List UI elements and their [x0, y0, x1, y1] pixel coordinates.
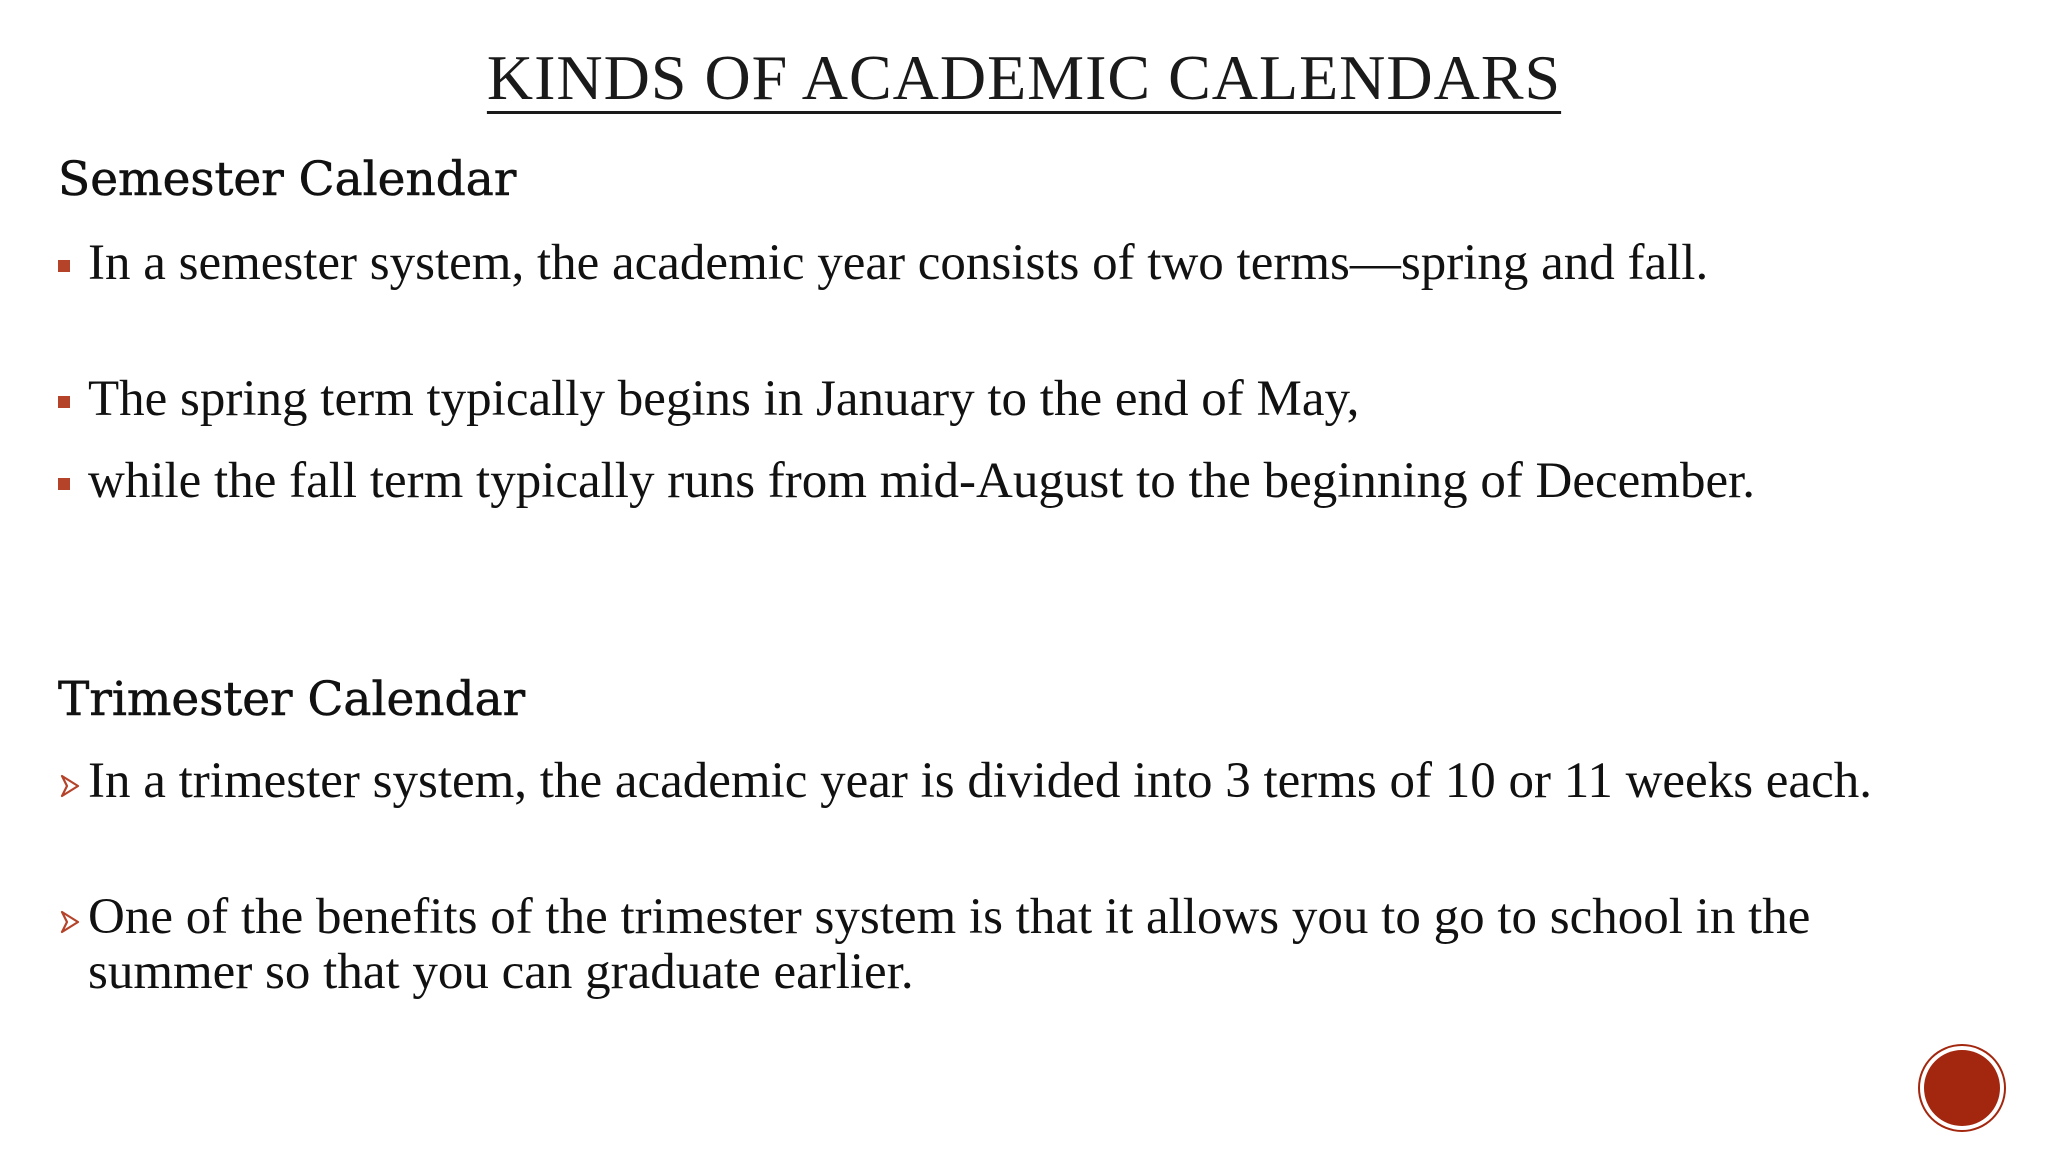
- list-item: [58, 890, 1958, 1000]
- bullet-text: One of the benefits of the trimester system is that it allows you to go to school in the summer so that you can graduate earlier.: [88, 889, 1811, 1000]
- section-heading-trimester: Trimester Calendar: [58, 672, 526, 727]
- bullet-text: In a semester system, the academic year consists of two terms—spring and fall.: [88, 235, 1709, 291]
- arrow-bullet-icon: [60, 774, 80, 798]
- list-item: [58, 454, 1958, 509]
- section-heading-semester: Semester Calendar: [58, 152, 517, 207]
- bullet-text: while the fall term typically runs from mid-August to the beginning of December.: [88, 453, 1756, 509]
- square-bullet-icon: [58, 260, 70, 272]
- bullet-text: In a trimester system, the academic year is divided into 3 terms of 10 or 11 weeks each.: [88, 753, 1872, 809]
- slide-title: [0, 38, 2048, 118]
- list-item: [58, 754, 1958, 809]
- slide-title-text: KINDS OF ACADEMIC CALENDARS: [486, 42, 1562, 113]
- list-item: [58, 372, 1958, 427]
- bullet-text: The spring term typically begins in January to the end of May,: [88, 371, 1360, 427]
- square-bullet-icon: [58, 478, 70, 490]
- list-item: [58, 236, 1958, 291]
- slide-navigation-circle-icon[interactable]: [1924, 1050, 2000, 1126]
- arrow-bullet-icon: [60, 910, 80, 934]
- square-bullet-icon: [58, 396, 70, 408]
